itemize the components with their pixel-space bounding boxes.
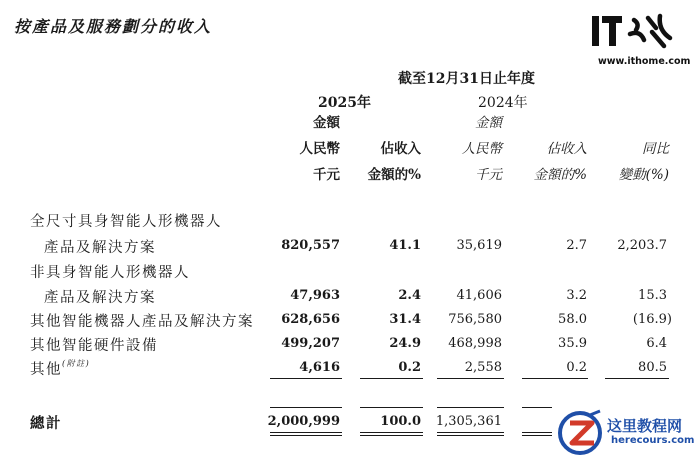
year-2024: 2024年	[478, 95, 528, 111]
col-2025-pct-header: 佔收入 金額的%	[367, 141, 421, 183]
subtotal-rule	[522, 378, 588, 379]
period-header: 截至12月31日止年度	[398, 71, 535, 87]
row-label: 產品及解決方案	[44, 290, 156, 306]
cell-yoy: (16.9)	[632, 312, 672, 327]
footnote-marker: (附註)	[62, 359, 91, 368]
cell-2024-amount: 41,606	[456, 288, 502, 303]
cell-2024-amount: 468,998	[448, 336, 502, 351]
cell-2024-pct: 0.2	[566, 360, 587, 375]
total-2025-pct: 100.0	[380, 414, 421, 429]
col-2024-pct-header: 佔收入 金額的%	[533, 141, 587, 183]
col-2025-amount-header: 金額 人民幣 千元	[299, 115, 340, 183]
cell-2025-amount: 820,557	[281, 238, 340, 253]
page-title: 按產品及服務劃分的收入	[14, 17, 213, 36]
row-label: 全尺寸具身智能人形機器人	[30, 214, 222, 230]
row-label: 產品及解決方案	[44, 240, 156, 256]
row-label: 其他$^{(附註)}$	[30, 359, 91, 378]
cell-2025-pct: 31.4	[389, 312, 421, 327]
ithome-url: www.ithome.com	[598, 56, 691, 67]
subtotal-rule	[270, 378, 342, 379]
col-2024-amount-header: 金額 人民幣 千元	[461, 115, 502, 183]
double-rule	[522, 435, 552, 436]
cell-2025-amount: 499,207	[281, 336, 340, 351]
watermark-logo-icon	[556, 409, 606, 459]
cell-2025-pct: 2.4	[398, 288, 421, 303]
ithome-logo	[590, 12, 686, 56]
cell-yoy: 6.4	[646, 336, 667, 351]
watermark-name: 这里教程网	[607, 417, 683, 435]
total-rule	[437, 407, 504, 408]
row-label: 非具身智能人形機器人	[30, 265, 190, 281]
cell-2025-pct: 24.9	[389, 336, 421, 351]
year-2025: 2025年	[318, 95, 371, 111]
cell-2024-amount: 756,580	[448, 312, 502, 327]
cell-2025-pct: 41.1	[389, 238, 421, 253]
cell-2024-pct: 2.7	[566, 238, 587, 253]
double-rule	[437, 432, 504, 433]
cell-2025-amount: 628,656	[281, 312, 340, 327]
watermark-url: herecours.com	[611, 435, 695, 446]
subtotal-rule	[437, 378, 504, 379]
cell-yoy: 15.3	[638, 288, 667, 303]
cell-2024-amount: 2,558	[464, 360, 502, 375]
cell-2024-pct: 58.0	[558, 312, 587, 327]
total-2024-amount: 1,305,361	[435, 414, 502, 429]
col-yoy-header: 同比 變動(%)	[618, 141, 669, 183]
cell-2024-amount: 35,619	[456, 238, 502, 253]
double-rule	[360, 432, 423, 433]
cell-2025-pct: 0.2	[398, 360, 421, 375]
double-rule	[360, 435, 423, 436]
double-rule	[437, 435, 504, 436]
subtotal-rule	[605, 378, 669, 379]
row-label: 其他智能硬件設備	[30, 338, 158, 354]
row-label: 其他智能機器人產品及解決方案	[30, 314, 254, 330]
cell-yoy: 2,203.7	[617, 238, 667, 253]
total-2025-amount: 2,000,999	[267, 414, 340, 429]
cell-2024-pct: 3.2	[566, 288, 587, 303]
cell-2024-pct: 35.9	[558, 336, 587, 351]
total-rule	[522, 407, 552, 408]
double-rule	[270, 435, 342, 436]
cell-2025-amount: 4,616	[299, 360, 340, 375]
total-rule	[270, 407, 342, 408]
total-label: 總計	[30, 415, 62, 432]
double-rule	[522, 432, 552, 433]
cell-yoy: 80.5	[638, 360, 667, 375]
double-rule	[270, 432, 342, 433]
subtotal-rule	[360, 378, 423, 379]
total-rule	[360, 407, 423, 408]
cell-2025-amount: 47,963	[290, 288, 340, 303]
